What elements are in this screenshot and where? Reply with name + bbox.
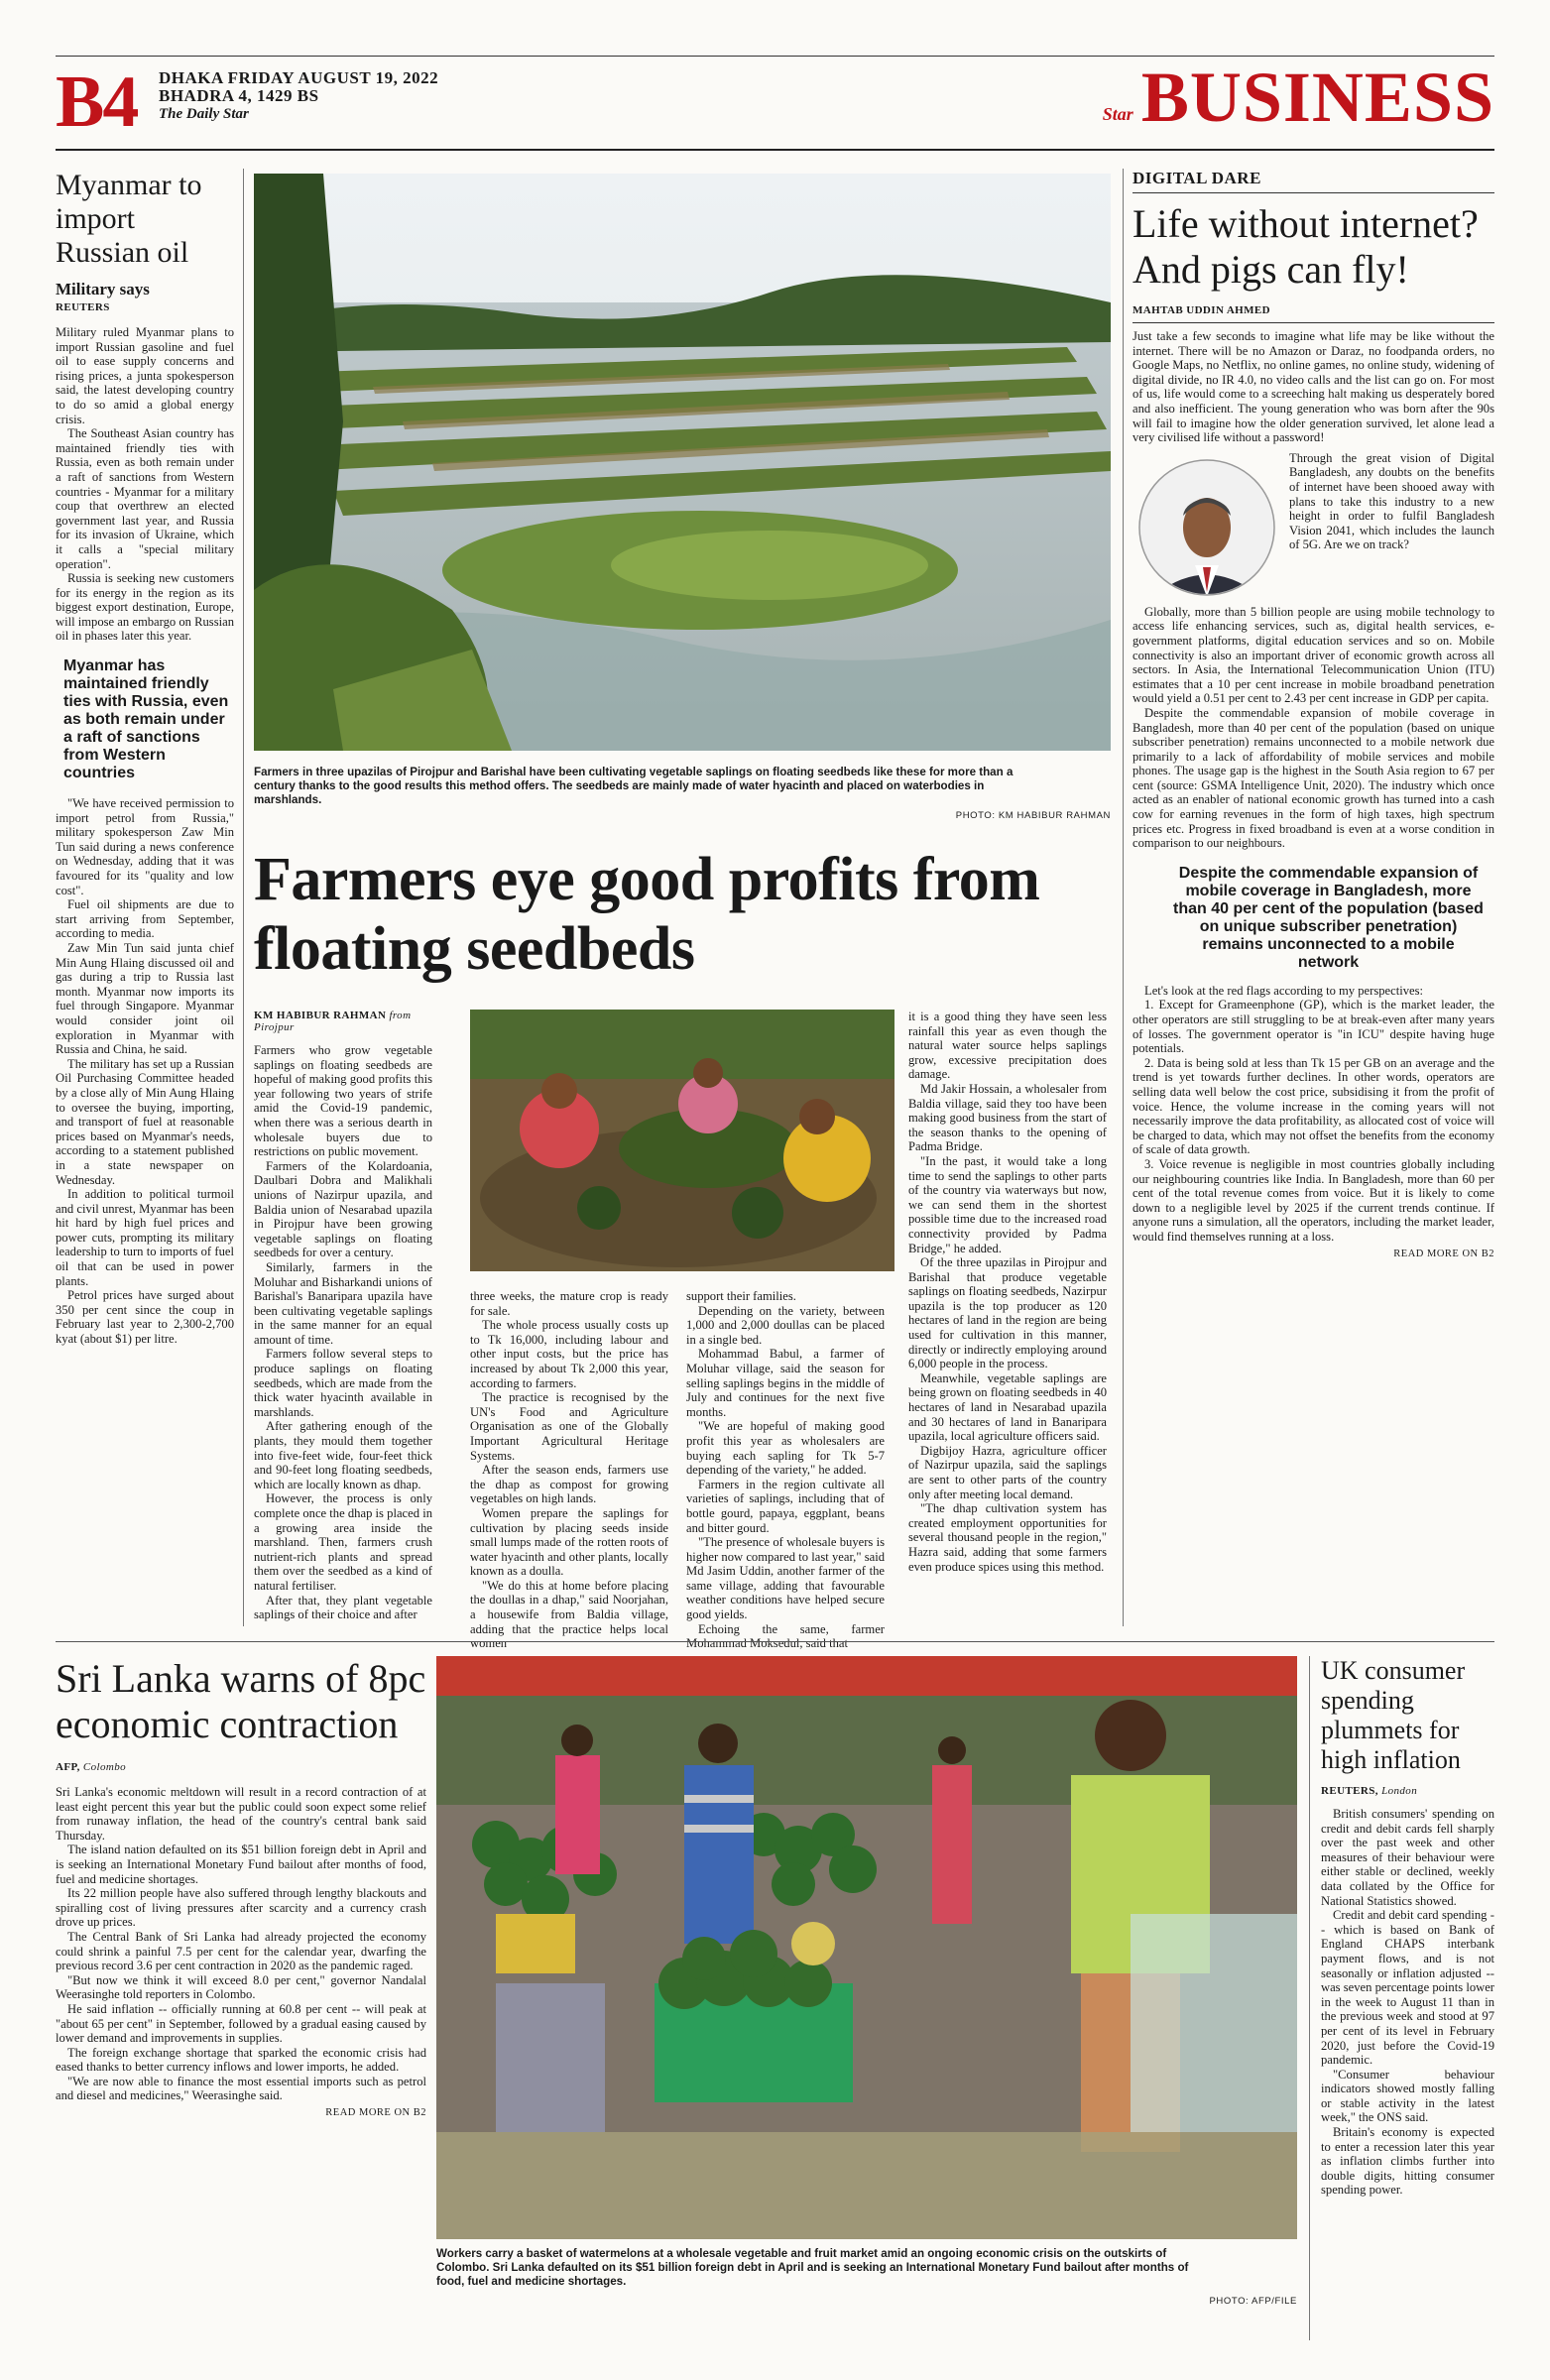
- myanmar-source: REUTERS: [56, 301, 110, 313]
- digital-body: [1133, 605, 1494, 851]
- farmers-headline: Farmers eye good profits from floating seedbeds: [254, 846, 1040, 983]
- byline-from: from Pirojpur: [254, 1010, 412, 1033]
- myanmar-article: [56, 169, 234, 1347]
- section-masthead: [1102, 58, 1494, 137]
- myanmar-body-2: [56, 796, 234, 1347]
- farmers-column-1: [254, 1010, 432, 1622]
- srilanka-source: AFP,: [56, 1761, 80, 1773]
- paragraph: "In the past, it would take a long time to send the saplings to other parts of the country via waterways but now, we can send them in the shortest possible time due to the increased road connectivity provided by Padma Bridge," he added.: [908, 1153, 1107, 1255]
- myanmar-subhead: Military says: [56, 280, 150, 298]
- masthead-meta: [159, 69, 438, 123]
- paragraph: "The presence of wholesale buyers is higher now compared to last year," said Md Jasim Uddin, another farmer of the same village, adding that favourable weather conditions have helped secure good yields.: [686, 1535, 885, 1622]
- page-number: B4: [56, 61, 138, 143]
- srilanka-headline: Sri Lanka warns of 8pc economic contraction: [56, 1656, 426, 1746]
- myanmar-body: [56, 325, 234, 644]
- uk-byline: [1321, 1785, 1494, 1797]
- top-rule: [56, 56, 1494, 57]
- paragraph: Mohammad Babul, a farmer of Moluhar village, said the season for selling saplings begins in the middle of July and continues for the next five months.: [686, 1347, 885, 1419]
- paragraph: "But now we think it will exceed 8.0 per cent," governor Nandalal Weerasinghe told reporters in Colombo.: [56, 1972, 426, 2002]
- paragraph: three weeks, the mature crop is ready for sale.: [470, 1289, 668, 1318]
- paragraph: "Consumer behaviour indicators showed mostly falling or stable activity in the latest week," the ONS said.: [1321, 2067, 1494, 2125]
- digital-pull-quote: Despite the commendable expansion of mobile coverage in Bangladesh, more than 40 per cent of the population (based on unique subscriber penetration) remains unconnected to a mobile network: [1173, 864, 1484, 971]
- seedbed-photo-credit: PHOTO: KM HABIBUR RAHMAN: [955, 810, 1111, 821]
- digital-p2: Through the great vision of Digital Bangladesh, any doubts on the benefits of internet have been shooed away with plans to take this industry to a new height in order to fulfil Bangladesh Vision 2041, which includes the launch of 5G. Are we on track?: [1289, 450, 1494, 552]
- farmers-body-4: [908, 1010, 1107, 1574]
- paragraph: However, the process is only complete once the dhap is placed in a growing area inside the marshland. Then, farmers crush nutrient-rich plants and spread them over the seedbed as a kind of natural fertiliser.: [254, 1491, 432, 1593]
- paragraph: Farmers of the Kolardoania, Daulbari Dobra and Malikhali unions of Nazirpur upazila, and Baldia union of Nesarabad upazila in Pirojpur have been growing vegetable saplings on floating seedbeds for over a century.: [254, 1158, 432, 1260]
- paragraph: He said inflation -- officially running at 60.8 per cent -- will peak at "about 65 per cent" in September, followed by a gradual easing caused by lower demand and improvements in supplies.: [56, 2001, 426, 2046]
- paragraph: Farmers who grow vegetable saplings on floating seedbeds are hopeful of making good profits this year following two years of strife amid the Covid-19 pandemic, when there was a serious dearth in wholesale buyers due to restrictions on public movement.: [254, 1043, 432, 1159]
- uk-dateline: London: [1381, 1785, 1418, 1797]
- paragraph: 3. Voice revenue is negligible in most countries globally including our neighbouring countries like India. In Bangladesh, more than 60 per cent of the total revenue comes from voice. But it is likely to come down to a negligible level by 2025 if the current trends continue. If anyone runs a simulation, all the operators, including the market leader, would find themselves running at a loss.: [1133, 1156, 1494, 1244]
- digital-dare-article: [1133, 169, 1494, 1259]
- paragraph: Fuel oil shipments are due to start arriving from September, according to media.: [56, 897, 234, 941]
- paragraph: "We are now able to finance the most essential imports such as petrol and diesel and medicines," Weerasinghe said.: [56, 2074, 426, 2103]
- digital-kicker: DIGITAL DARE: [1133, 169, 1261, 187]
- paragraph: support their families.: [686, 1289, 796, 1303]
- paragraph: Let's look at the red flags according to my perspectives:: [1144, 983, 1423, 998]
- paragraph: In addition to political turmoil and civil unrest, Myanmar has been hit hard by high fuel prices and power cuts, prompting its military leadership to turn to imports of fuel oil that can be used in power plants.: [56, 1187, 234, 1288]
- paragraph: "The dhap cultivation system has created employment opportunities for several thousand people in the region," Hazra said, adding that some farmers even produce spices using this method.: [908, 1501, 1107, 1574]
- paragraph: The military has set up a Russian Oil Purchasing Committee headed by a close ally of Min Aung Hlaing to oversee the buying, importing, and transport of fuel at reasonable prices based on Myanmar's needs, according to a statement published in a state newspaper on Wednesday.: [56, 1056, 234, 1187]
- column-rule: [243, 169, 244, 1626]
- paragraph: Russia is seeking new customers for its energy in the region as its biggest export destination, Europe, will impose an embargo on Russian oil in phases later this year.: [56, 571, 234, 644]
- paragraph: Its 22 million people have also suffered through lengthy blackouts and spiralling cost of living pressures after scarcity and a currency crash drove up prices.: [56, 1886, 426, 1930]
- seedbed-photo: [254, 174, 1111, 751]
- byline-rule: [1133, 322, 1494, 323]
- uk-headline: UK consumer spending plummets for high inflation: [1321, 1656, 1466, 1774]
- paragraph: Military ruled Myanmar plans to import Russian gasoline and fuel oil to ease supply concerns and rising prices, a junta spokesperson said, the latest developing country to do so amid a global energy crisis.: [56, 325, 234, 426]
- section-title: BUSINESS: [1140, 58, 1494, 137]
- paragraph: The Central Bank of Sri Lanka had already projected the economy could shrink a painful 7.5 per cent for the calendar year, dwarfing the previous record 3.6 per cent contraction in 2020 as the pandemic raged.: [56, 1929, 426, 1973]
- women-working-photo: [470, 1010, 894, 1271]
- farmers-column-4: [908, 1010, 1107, 1574]
- paragraph: Similarly, farmers in the Moluhar and Bisharkandi unions of Barishal's Banaripara upazila have been cultivating vegetable saplings in the same manner for an equal amount of time.: [254, 1259, 432, 1347]
- watermelon-caption: Workers carry a basket of watermelons at a wholesale vegetable and fruit market amid an ongoing economic crisis on the outskirts of Colombo. Sri Lanka defaulted on its $51 billion foreign debt in April and is seeking an International Monetary Fund bailout after months of food, fuel and medicine shortages.: [436, 2247, 1189, 2288]
- paragraph: Digbijoy Hazra, agriculture officer of Nazirpur upazila, said the saplings are sent to other parts of the country only after meeting local demand.: [908, 1443, 1107, 1501]
- digital-author: MAHTAB UDDIN AHMED: [1133, 304, 1270, 316]
- watermelon-market-photo: [436, 1656, 1297, 2239]
- paragraph: The whole process usually costs up to Tk 16,000, including labour and other input costs, but the price has increased by about Tk 2,000 this year, according to farmers.: [470, 1318, 668, 1390]
- srilanka-body: [56, 1785, 426, 2103]
- digital-body-2: [1133, 984, 1494, 1245]
- star-logo: Star: [1102, 104, 1133, 124]
- srilanka-byline: [56, 1761, 426, 1773]
- paragraph: Globally, more than 5 billion people are using mobile technology to access life enhancing services, such as, digital health services, e-government platforms, digital education services and so on. Mobile connectivity is also an important driver of economic growth across all sectors. In Asia, the International Telecommunication Union (ITU) estimates that a 10 per cent increase in mobile broadband penetration would yield a 0.51 per cent to 2.43 per cent increase in GDP per capita.: [1133, 604, 1494, 706]
- farmers-body-1: [254, 1043, 432, 1622]
- paragraph: Credit and debit card spending -- which is based on Bank of England CHAPS interbank payment flows, and is not seasonally or inflation adjusted -- was seven percentage points lower in the week to August 11 than in the previous week and stood at 97 per cent of its level in February 2020, just before the Covid-19 pandemic.: [1321, 1908, 1494, 2068]
- lower-section-rule: [56, 1641, 1494, 1642]
- myanmar-pull-quote: Myanmar has maintained friendly ties with Russia, even as both remain under a raft of sanctions from Western countries: [63, 657, 229, 782]
- myanmar-headline: Myanmar to import Russian oil: [56, 169, 202, 269]
- paragraph: Despite the commendable expansion of mobile coverage in Bangladesh, more than 40 per cent of the population (based on unique subscriber penetration) remains unconnected to a mobile network due primarily to a lack of affordability of mobile services and mobile phones. The usage gap is the highest in the South Asia region to 67 per cent (source: GSMA Intelligence Unit, 2020). The industry which once acted as an enabler of national economic growth has turned into a cash cow for earning revenues in the form of high taxes, high spectrum prices etc. Progress in fixed broadband is even at a worse condition in comparison to our neighbours.: [1133, 705, 1494, 851]
- paragraph: Depending on the variety, between 1,000 and 2,000 doullas can be placed in a single bed.: [686, 1303, 885, 1347]
- uk-body: [1321, 1807, 1494, 2198]
- paragraph: 2. Data is being sold at less than Tk 15 per GB on an average and the trend is yet towards further declines. In other words, operators are selling data well below the cost price, subsidising it from the profit of voice. Hence, the volume increase in the coming years will not necessarily improve the data profitability, as allocated cost of voice will be charged to data, which may not offset the benefits from the economy of scale of data growth.: [1133, 1055, 1494, 1157]
- farmers-byline: [254, 1010, 432, 1033]
- author-photo: [1133, 451, 1281, 605]
- digital-headline: Life without internet? And pigs can fly!: [1133, 201, 1479, 292]
- paragraph: Md Jakir Hossain, a wholesaler from Baldia village, said they too have been making good business from the start of the season thanks to the opening of Padma Bridge.: [908, 1081, 1107, 1154]
- digital-read-more[interactable]: READ MORE ON B2: [1393, 1248, 1494, 1259]
- farmers-body-2: [470, 1289, 668, 1651]
- paragraph: "We have received permission to import petrol from Russia," military spokesperson Zaw Min Tun said during a news conference on Wednesday, adding that it was favoured for its "quality and low cost".: [56, 796, 234, 897]
- farmers-column-3: [686, 1289, 885, 1651]
- seedbed-caption: Farmers in three upazilas of Pirojpur and Barishal have been cultivating vegetable saplings on floating seedbeds like these for more than a century thanks to the good results this method offers. The seedbeds are mainly made of water hyacinth and placed on waterbodies in marshlands.: [254, 766, 1013, 806]
- paragraph: "We are hopeful of making good profit this year as wholesalers are buying each sapling for Tk 5-7 depending of the variety," he added.: [686, 1419, 885, 1478]
- paragraph: Of the three upazilas in Pirojpur and Barishal that produce vegetable saplings on floating seedbeds, Nazirpur upazila is the top producer as 120 hectares of land in the region are being used for cultivation in this manner, directly or indirectly employing around 6,000 people in the process.: [908, 1255, 1107, 1371]
- paragraph: Farmers follow several steps to produce saplings on floating seedbeds, which are made from the thick water hyacinth available in marshlands.: [254, 1347, 432, 1419]
- date-line: DHAKA FRIDAY AUGUST 19, 2022: [159, 68, 439, 87]
- paper-name: The Daily Star: [159, 106, 249, 122]
- bs-date: BHADRA 4, 1429 BS: [159, 86, 319, 105]
- paragraph: "We do this at home before placing the doullas in a dhap," said Noorjahan, a housewife from Baldia village, adding that the practice helps local women: [470, 1578, 668, 1651]
- uk-article: [1321, 1656, 1494, 2198]
- paragraph: After the season ends, farmers use the dhap as compost for growing vegetables on high lands.: [470, 1463, 668, 1506]
- srilanka-read-more[interactable]: READ MORE ON B2: [325, 2107, 426, 2119]
- digital-intro: Just take a few seconds to imagine what life may be like without the internet. There will be no Amazon or Daraz, no foodpanda orders, no Google Maps, no Netflix, no online games, no online study, widening of digital divide, no IR 4.0, no video calls and the list can go on. For most of us, life would come to a screeching halt making us desperately bored and also inefficient. The young generation who was born after the 90s will fail to imagine how the older generation survived, let alone lead a very civilised life without a password!: [1133, 329, 1494, 445]
- paragraph: Petrol prices have surged about 350 per cent since the coup in February last year to 2,300-2,700 kyat (about $1) per litre.: [56, 1288, 234, 1347]
- paragraph: The island nation defaulted on its $51 billion foreign debt in April and is seeking an International Monetary Fund bailout after months of food, fuel and medicine shortages.: [56, 1843, 426, 1886]
- masthead-rule: [56, 149, 1494, 151]
- paragraph: Women prepare the saplings for cultivation by placing seeds inside small lumps made of the rotten roots of water hyacinth and other plants, locally known as a doulla.: [470, 1505, 668, 1579]
- paragraph: After that, they plant vegetable saplings of their choice and after: [254, 1593, 432, 1622]
- paragraph: British consumers' spending on credit and debit cards fell sharply over the past week and other measures of their behaviour were either stable or declined, weekly data collated by the Office for National Statistics showed.: [1321, 1807, 1494, 1908]
- paragraph: The practice is recognised by the UN's Food and Agriculture Organisation as one of the Globally Important Agricultural Heritage Systems.: [470, 1390, 668, 1463]
- farmers-body-3: [686, 1289, 885, 1651]
- paragraph: The Southeast Asian country has maintained friendly ties with Russia, even as both remain under a raft of sanctions from Western countries - Myanmar for a military coup that overthrew an elected government last year, and Russia for its invasion of Ukraine, which it calls a "special military operation".: [56, 426, 234, 571]
- paragraph: Farmers in the region cultivate all varieties of saplings, including that of bottle gourd, papaya, eggplant, beans and bitter gourd.: [686, 1477, 885, 1535]
- column-rule: [1309, 1656, 1310, 2340]
- srilanka-article: [56, 1656, 426, 2118]
- paragraph: Britain's economy is expected to enter a recession later this year as inflation climbs further into double digits, hitting consumer spending power.: [1321, 2125, 1494, 2198]
- author-block: [1133, 451, 1494, 605]
- paragraph: 1. Except for Grameenphone (GP), which is the market leader, the other operators are still struggling to be at break-even after many years of losses. The government operator is "in ICU" despite having huge potentials.: [1133, 998, 1494, 1056]
- paragraph: Sri Lanka's economic meltdown will result in a record contraction of at least eight percent this year but the public could soon expect some relief from runaway inflation, the head of the country's central bank said Thursday.: [56, 1785, 426, 1843]
- paragraph: it is a good thing they have seen less rainfall this year as even though the natural water source helps saplings grow, excessive precipitation does damage.: [908, 1010, 1107, 1082]
- byline-name: KM HABIBUR RAHMAN: [254, 1010, 387, 1021]
- column-rule: [1123, 169, 1124, 1626]
- farmers-column-2: [470, 1289, 668, 1651]
- paragraph: After gathering enough of the plants, they mould them together into five-feet wide, four-feet thick and 90-feet long floating seedbeds, which are locally known as dhap.: [254, 1419, 432, 1491]
- paragraph: The foreign exchange shortage that sparked the economic crisis had eased thanks to better currency inflows and lower imports, he added.: [56, 2045, 426, 2075]
- paragraph: Echoing the same, farmer Mohammad Moksedul, said that: [686, 1621, 885, 1651]
- paragraph: Meanwhile, vegetable saplings are being grown on floating seedbeds in 40 hectares of land in Nesarabad upazila and 30 hectares of land in Banaripara upazila, local agriculture officers said.: [908, 1370, 1107, 1444]
- uk-source: REUTERS,: [1321, 1785, 1378, 1797]
- watermelon-photo-credit: PHOTO: AFP/FILE: [1209, 2296, 1297, 2307]
- srilanka-dateline: Colombo: [82, 1761, 127, 1773]
- paragraph: Zaw Min Tun said junta chief Min Aung Hlaing discussed oil and gas during a trip to Russia last month. Myanmar now imports its fuel through Singapore. Myanmar would consider joint oil exploration in Myanmar with Russia and China, he said.: [56, 941, 234, 1057]
- kicker-rule: [1133, 192, 1494, 193]
